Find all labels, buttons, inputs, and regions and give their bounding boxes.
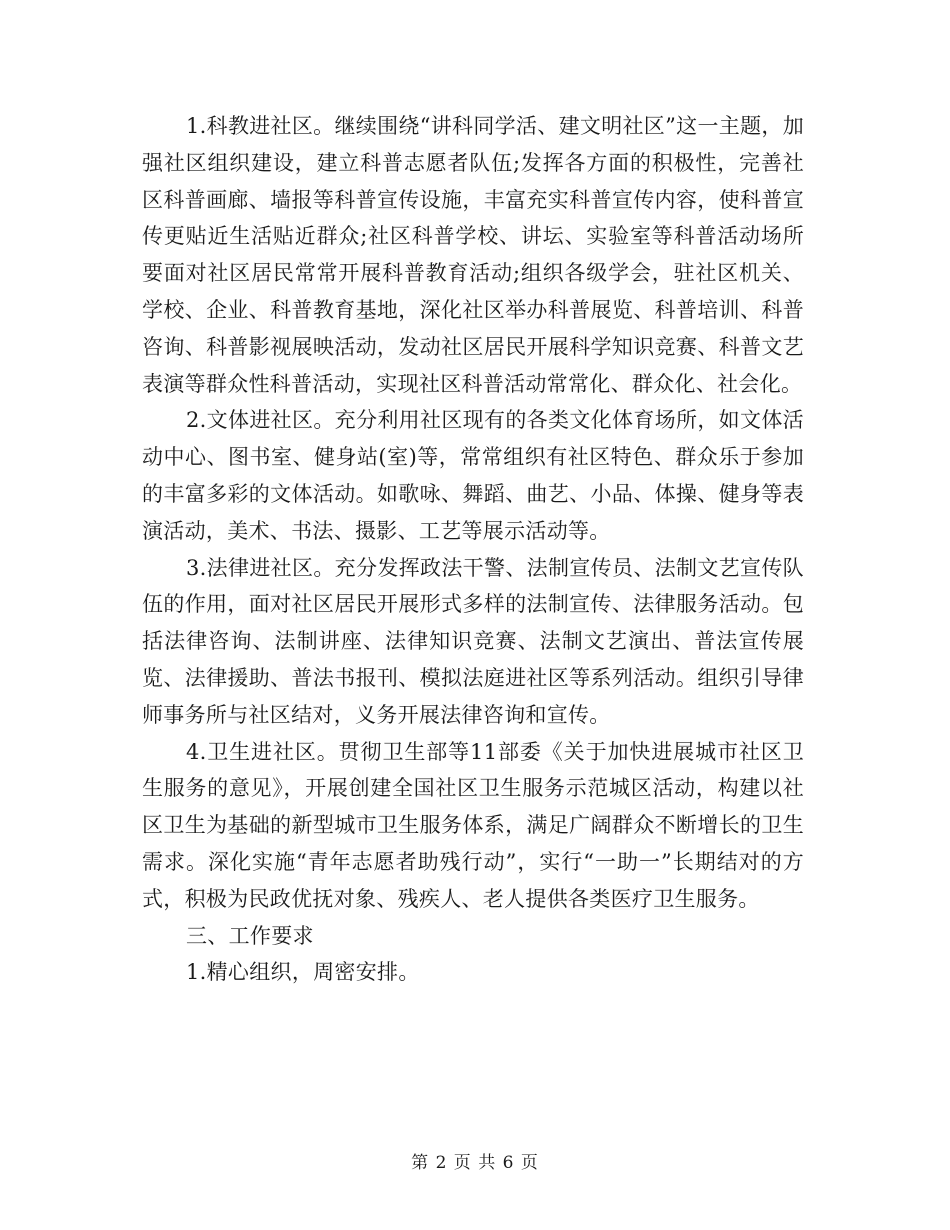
paragraph-culture-sports: 2.文体进社区。充分利用社区现有的各类文化体育场所，如文体活动中心、图书室、健身站(室)等，常常组织有社区特色、群众乐于参加的丰富多彩的文体活动。如歌咏、舞蹈、曲艺、小品、体操、健身等表演活动，美术、书法、摄影、工艺等展示活动等。: [142, 408, 804, 543]
document-body: [142, 108, 804, 991]
paragraph-science-education: 1.科教进社区。继续围绕“讲科同学活、建文明社区”这一主题，加强社区组织建设，建立科普志愿者队伍;发挥各方面的积极性，完善社区科普画廊、墙报等科普宣传设施，丰富充实科普宣传内容，使科普宣传更贴近生活贴近群众;社区科普学校、讲坛、实验室等科普活动场所要面对社区居民常常开展科普教育活动;组织各级学会，驻社区机关、学校、企业、科普教育基地，深化社区举办科普展览、科普培训、科普咨询、科普影视展映活动，发动社区居民开展科学知识竞赛、科普文艺表演等群众性科普活动，实现社区科普活动常常化、群众化、社会化。: [142, 114, 804, 396]
paragraph-law: 3.法律进社区。充分发挥政法干警、法制宣传员、法制文艺宣传队伍的作用，面对社区居民开展形式多样的法制宣传、法律服务活动。包括法律咨询、法制讲座、法律知识竞赛、法制文艺演出、普法宣传展览、法律援助、普法书报刊、模拟法庭进社区等系列活动。组织引导律师事务所与社区结对，义务开展法律咨询和宣传。: [142, 555, 804, 727]
page-footer: 第 2 页 共 6 页: [411, 1153, 539, 1173]
paragraph-health: 4.卫生进社区。贯彻卫生部等11部委《关于加快进展城市社区卫生服务的意见》，开展创建全国社区卫生服务示范城区活动，构建以社区卫生为基础的新型城市卫生服务体系，满足广阔群众不断增长的卫生需求。深化实施“青年志愿者助残行动”，实行“一助一”长期结对的方式，积极为民政优抚对象、残疾人、老人提供各类医疗卫生服务。: [142, 739, 804, 911]
sub-item-organize: 1.精心组织，周密安排。: [186, 960, 420, 985]
section-heading-requirements: 三、工作要求: [186, 923, 314, 948]
